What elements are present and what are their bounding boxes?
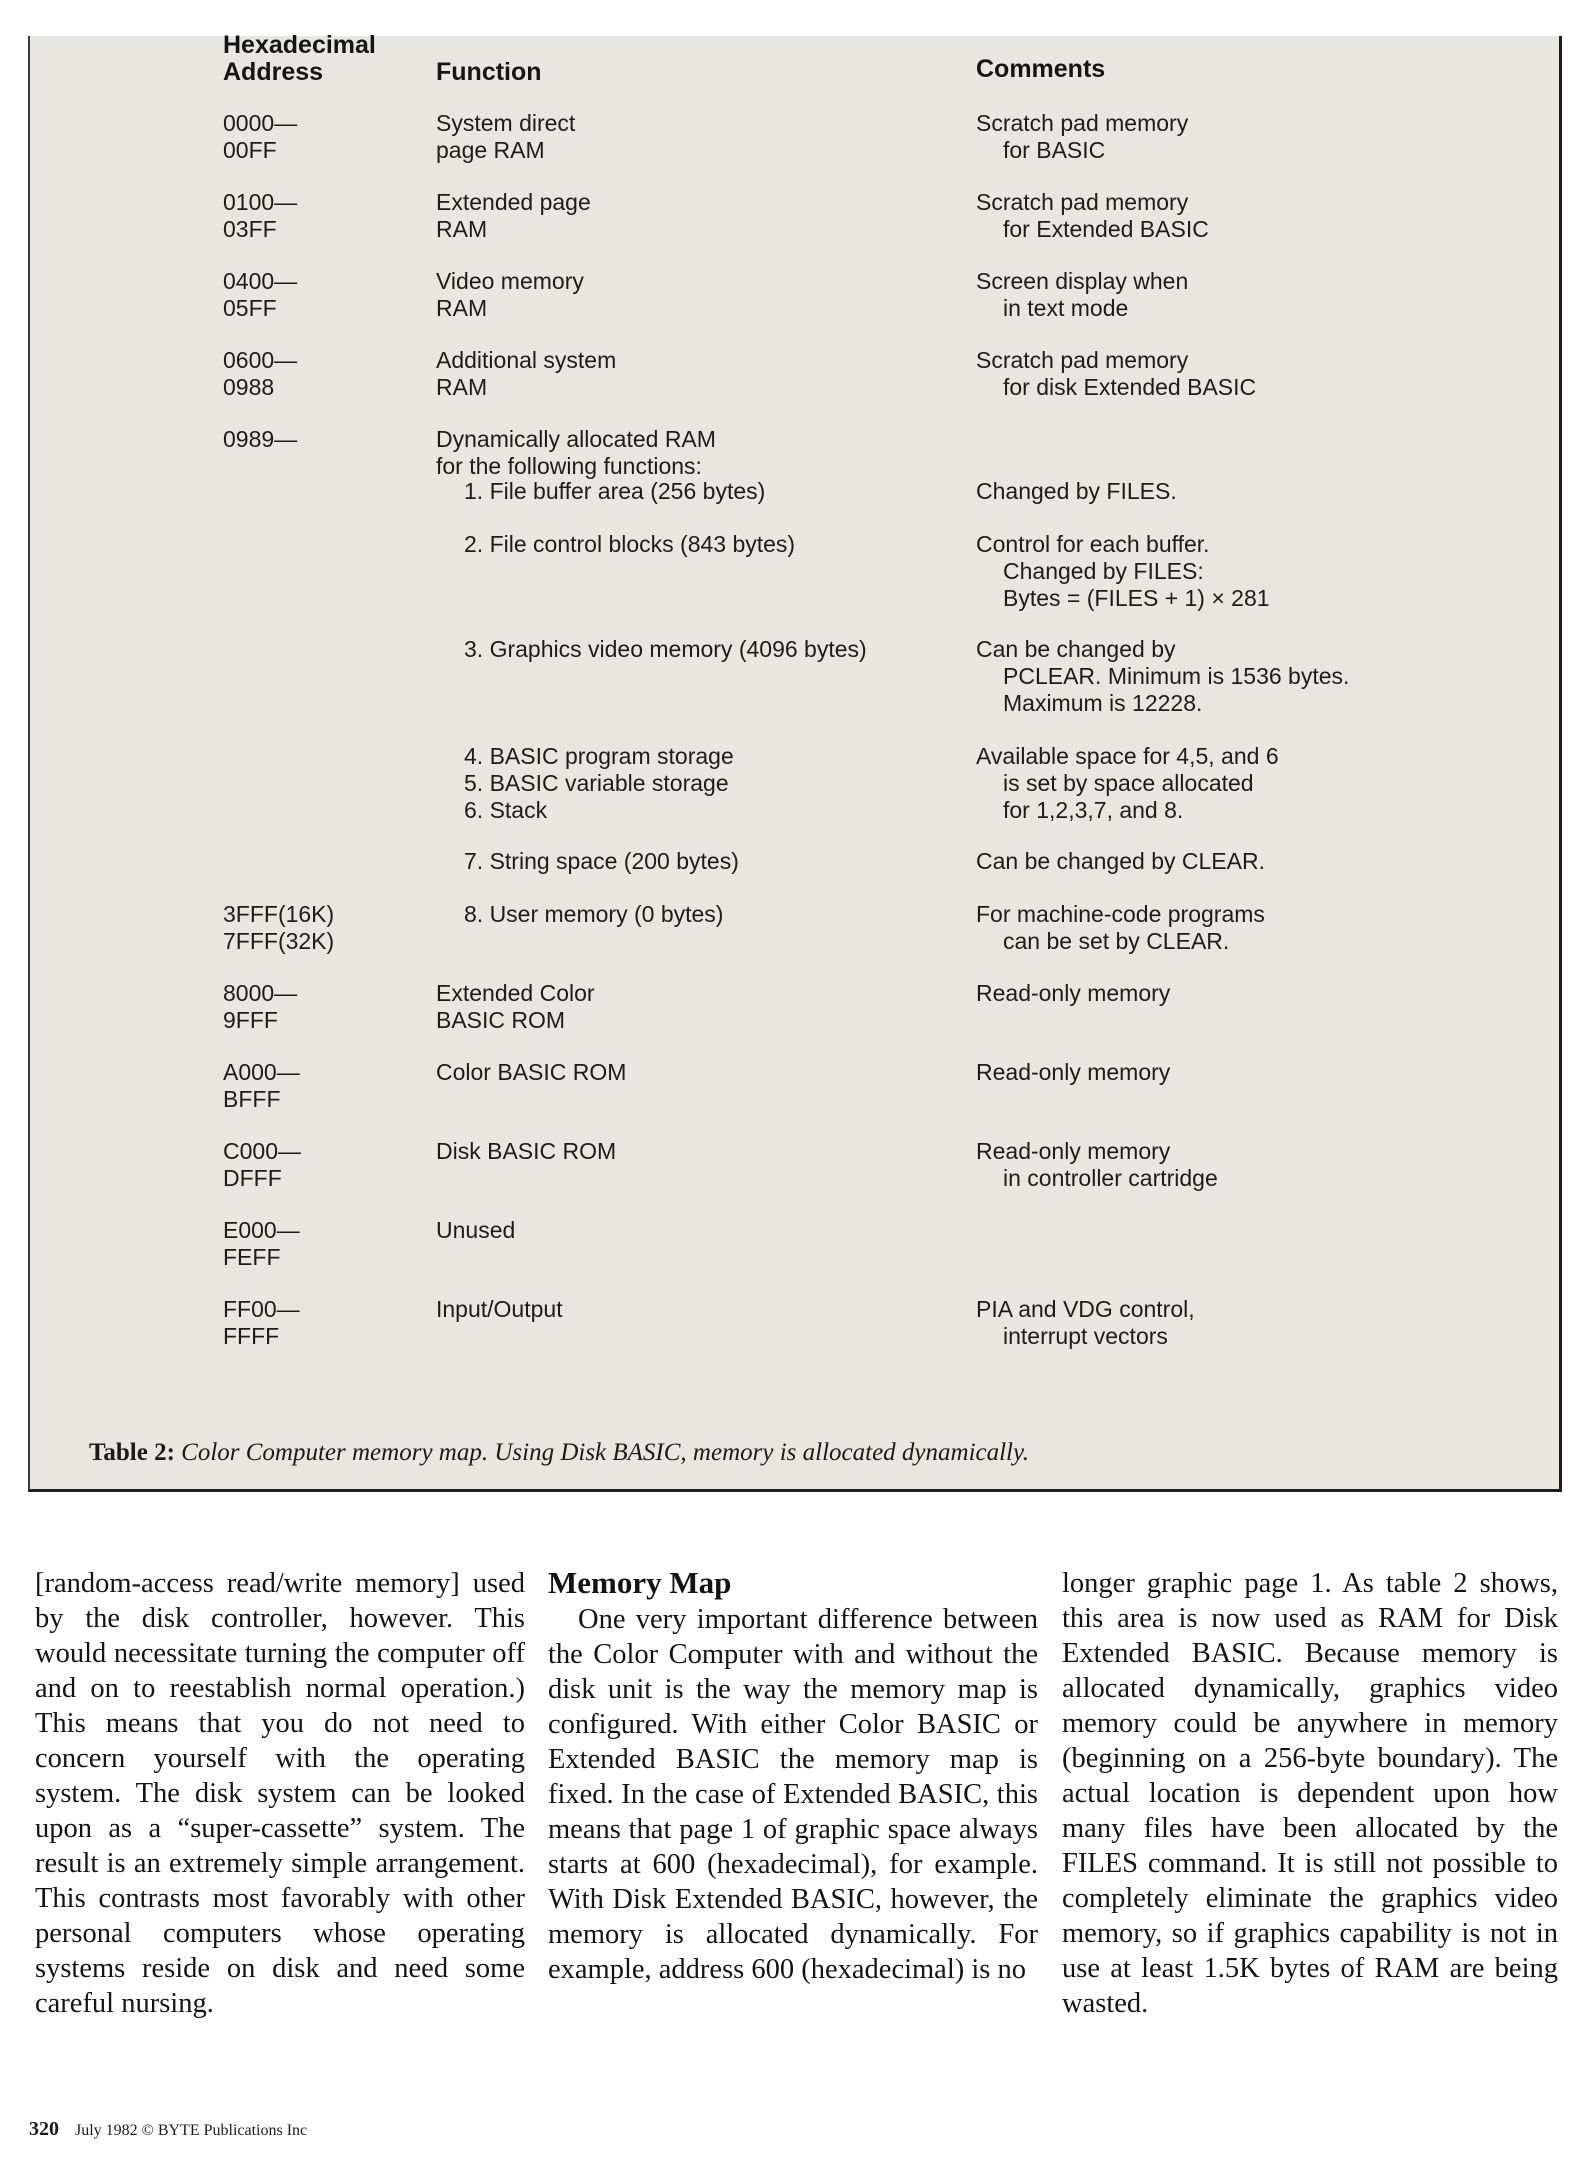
function-cell: Extended Color BASIC ROM: [436, 980, 595, 1033]
comment-line: Can be changed by CLEAR.: [976, 848, 1265, 874]
comment-line: Available space for 4,5, and 6: [976, 743, 1279, 769]
address-cell: 0000— 00FF: [223, 110, 298, 163]
comment-line: PCLEAR. Minimum is 1536 bytes.: [1003, 663, 1350, 689]
function-cell: 1. File buffer area (256 bytes): [464, 478, 766, 504]
address-cell: 3FFF(16K) 7FFF(32K): [223, 901, 335, 954]
header-address: Hexadecimal Address: [223, 31, 376, 86]
function-cell: 2. File control blocks (843 bytes): [464, 531, 796, 557]
function-cell: System direct page RAM: [436, 110, 576, 163]
comment-line: Bytes = (FILES + 1) × 281: [1003, 585, 1270, 611]
function-cell: Input/Output: [436, 1296, 563, 1322]
comment-line: for 1,2,3,7, and 8.: [1003, 797, 1184, 823]
comment-line: for Extended BASIC: [1003, 216, 1209, 242]
function-cell: Additional system RAM: [436, 347, 617, 400]
header-comments: Comments: [976, 55, 1106, 83]
caption-label: Table 2:: [89, 1439, 175, 1466]
page-footer: [29, 2118, 307, 2141]
comment-cell: [976, 636, 1536, 717]
comment-line: Scratch pad memory: [976, 347, 1189, 373]
comment-cell: [976, 901, 1536, 955]
comment-line: Screen display when: [976, 268, 1189, 294]
article-column-1: [35, 1566, 525, 2021]
comment-cell: [976, 110, 1536, 164]
comment-line: Maximum is 12228.: [1003, 690, 1203, 716]
comment-cell: [976, 1138, 1536, 1192]
table-caption: [89, 1439, 1029, 1467]
article-column-2: [548, 1566, 1038, 1987]
function-cell: Color BASIC ROM: [436, 1059, 627, 1085]
function-cell: Video memory RAM: [436, 268, 584, 321]
comment-cell: [976, 347, 1536, 401]
comment-cell: [976, 1059, 1536, 1086]
comment-line: can be set by CLEAR.: [1003, 928, 1230, 954]
address-cell: 0400— 05FF: [223, 268, 298, 321]
function-cell: Unused: [436, 1217, 516, 1243]
comment-line: Read-only memory: [976, 980, 1171, 1006]
function-cell: 4. BASIC program storage 5. BASIC variable storage 6. Stack: [464, 743, 734, 823]
article-paragraph: [random-access read/write memory] used by the disk controller, however. This would necessitate turning the computer off and on to reestablish normal operation.) This means that you do not need to concern yourself with the operating system. The disk system can be looked upon as a “super-cassette” system. The result is an extremely simple arrangement. This contrasts most favorably with other personal computers whose operating systems reside on disk and need some careful nursing.: [35, 1568, 525, 2019]
article-paragraph: One very important difference between the Color Computer with and without the disk unit is the way the memory map is configured. With either Color BASIC or Extended BASIC the memory map is fixed. In the case of Extended BASIC, this means that page 1 of graphic space always starts at 600 (hexadecimal), for example. With Disk Extended BASIC, however, the memory is allocated dynamically. For example, address 600 (hexadecimal) is no: [548, 1604, 1038, 1985]
comment-line: Changed by FILES.: [976, 478, 1177, 504]
comment-line: Scratch pad memory: [976, 189, 1189, 215]
comment-cell: [976, 848, 1536, 875]
address-cell: E000— FEFF: [223, 1217, 300, 1270]
function-cell: 3. Graphics video memory (4096 bytes): [464, 636, 867, 662]
issue-info: July 1982 © BYTE Publications Inc: [75, 2122, 308, 2139]
address-cell: FF00— FFFF: [223, 1296, 300, 1349]
comment-line: Control for each buffer.: [976, 531, 1210, 557]
comment-line: Can be changed by: [976, 636, 1176, 662]
comment-cell: [976, 980, 1536, 1007]
comment-line: Changed by FILES:: [1003, 558, 1204, 584]
function-cell: 7. String space (200 bytes): [464, 848, 739, 874]
comment-cell: [976, 531, 1536, 612]
comment-cell: [976, 1296, 1536, 1350]
function-cell: Dynamically allocated RAM for the following functions:: [436, 426, 716, 479]
function-cell: Extended page RAM: [436, 189, 591, 242]
comment-line: is set by space allocated: [1003, 770, 1254, 796]
comment-line: interrupt vectors: [1003, 1323, 1168, 1349]
comment-cell: [976, 268, 1536, 322]
memory-map-table: [28, 31, 1562, 1492]
address-cell: C000— DFFF: [223, 1138, 301, 1191]
comment-cell: [976, 743, 1536, 824]
header-function: Function: [436, 58, 542, 86]
address-cell: 8000— 9FFF: [223, 980, 298, 1033]
comment-line: PIA and VDG control,: [976, 1296, 1195, 1322]
comment-line: For machine-code programs: [976, 901, 1265, 927]
section-heading: Memory Map: [548, 1565, 732, 1600]
comment-cell: [976, 478, 1536, 505]
comment-line: Scratch pad memory: [976, 110, 1189, 136]
comment-line: in text mode: [1003, 295, 1129, 321]
comment-line: for BASIC: [1003, 137, 1106, 163]
comment-line: Read-only memory: [976, 1059, 1171, 1085]
article-paragraph: longer graphic page 1. As table 2 shows, this area is now used as RAM for Disk Extended BASIC. Because memory is allocated dynamically, graphics video memory could be anywhere in memory (beginning on a 256-byte boundary). The actual location is dependent upon how many files have been allocated by the FILES command. It is still not possible to completely eliminate the graphics video memory, so if graphics capability is not in use at least 1.5K bytes of RAM are being wasted.: [1062, 1568, 1558, 2019]
comment-cell: [976, 189, 1536, 243]
function-cell: Disk BASIC ROM: [436, 1138, 617, 1164]
comment-line: in controller cartridge: [1003, 1165, 1218, 1191]
article-column-3: [1062, 1566, 1558, 2021]
comment-line: for disk Extended BASIC: [1003, 374, 1257, 400]
address-cell: A000— BFFF: [223, 1059, 300, 1112]
comment-line: Read-only memory: [976, 1138, 1171, 1164]
address-cell: 0600— 0988: [223, 347, 298, 400]
page-number: 320: [29, 2118, 59, 2140]
address-cell: 0100— 03FF: [223, 189, 298, 242]
function-cell: 8. User memory (0 bytes): [464, 901, 724, 927]
address-cell: 0989—: [223, 426, 298, 452]
caption-text: Color Computer memory map. Using Disk BASIC, memory is allocated dynamically.: [181, 1439, 1029, 1466]
